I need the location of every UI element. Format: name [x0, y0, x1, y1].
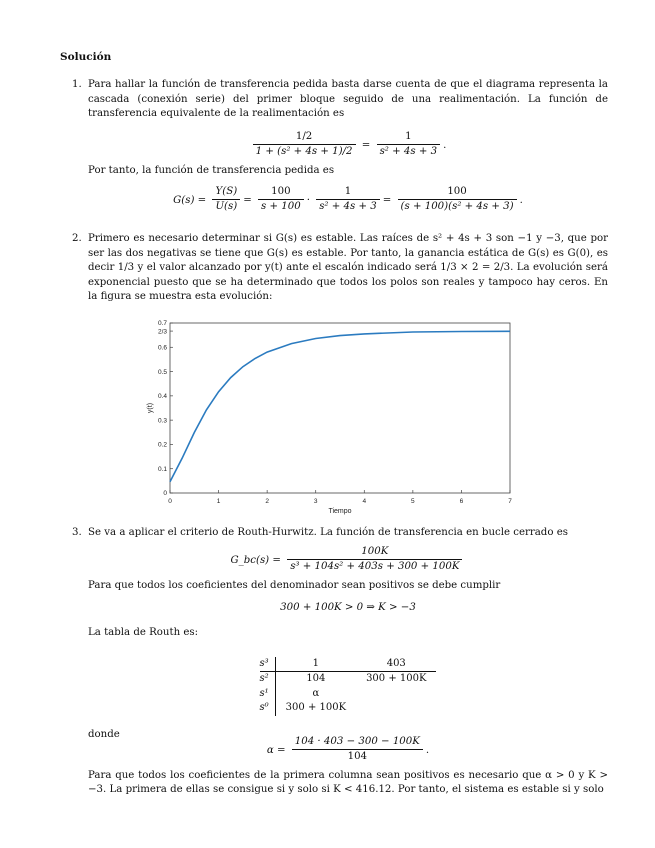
equation-lhs: α =	[266, 744, 286, 756]
routh-power: s¹	[260, 687, 276, 702]
section-heading: Solución	[60, 51, 112, 63]
numerator: Y(S)	[215, 185, 238, 197]
routh-table-wrap	[88, 657, 608, 716]
numerator: 100	[447, 185, 467, 197]
x-tick-label: 6	[459, 498, 464, 505]
y-tick-label: 2/3	[157, 328, 167, 336]
routh-cell: 300 + 100K	[285, 702, 347, 714]
fraction	[253, 130, 356, 160]
fraction	[377, 130, 441, 160]
item-number: 1.	[72, 79, 82, 90]
y-tick-label: 0.7	[157, 320, 167, 328]
paragraph: Por tanto, la función de transferencia pedida es	[88, 164, 335, 176]
y-tick-label: 0.4	[157, 393, 167, 401]
denominator: s² + 4s + 3	[316, 199, 380, 215]
fraction	[258, 185, 304, 215]
y-tick-label: 0.6	[157, 344, 167, 352]
routh-cell	[356, 687, 436, 702]
routh-row	[260, 672, 437, 687]
paragraph: Primero es necesario determinar si G(s) es estable. Las raíces de s² + 4s + 3 son −1 y −3, que por ser las dos negativas se tiene que G(s) es estable. Por tanto, la ganancia estática de G(s) es G(0), es decir 1/3 y el valor alcanzado por y(t) ante el escalón indicado será 1/3 × 2 = 2/3. La evolución será exponencial puesto que se ha determinado que todos los polos son reales y tampoco hay ceros. En la figura se muestra esta evolución:	[88, 233, 608, 303]
y-tick-label: 0	[163, 490, 167, 498]
alpha-equation: α = $\frac{104 \cdot 403 - 300 - 100K}{104}$ .	[88, 735, 608, 765]
numerator: 1	[344, 185, 352, 197]
routh-power: s²	[260, 672, 276, 687]
x-tick-label: 3	[313, 498, 318, 505]
denominator: 104	[292, 749, 423, 765]
x-tick-label: 7	[508, 498, 512, 505]
x-tick-label: 2	[265, 498, 269, 505]
denominator: U(s)	[212, 199, 240, 215]
numerator: 100K	[361, 545, 389, 557]
routh-cell: 1	[275, 657, 356, 672]
paragraph: Para que todos los coeficientes de la primera columna sean positivos es necesario que α > 0 y K > −3. La primera de ellas se consigue si y solo si K < 416.12. Por tanto, el sistema es estable si y solo	[88, 769, 608, 796]
fraction	[316, 185, 380, 215]
fraction	[287, 545, 462, 575]
y-axis-label: y(t)	[147, 402, 154, 414]
equation-lhs: G_bc(s) =	[230, 554, 281, 566]
denominator: s³ + 104s² + 403s + 300 + 100K	[287, 559, 462, 575]
routh-row	[260, 701, 437, 716]
list-item-1	[72, 78, 608, 219]
paragraph: La tabla de Routh es:	[88, 626, 199, 638]
numerator: 100	[271, 185, 291, 197]
paragraph: donde	[88, 728, 120, 740]
numerator: 1/2	[295, 130, 313, 142]
routh-cell: 104	[306, 673, 326, 685]
list-item-3	[72, 526, 608, 798]
fraction	[212, 185, 240, 215]
routh-row	[260, 687, 437, 702]
routh-cell	[356, 701, 436, 716]
denominator: s + 100	[258, 199, 304, 215]
x-tick-label: 0	[168, 498, 172, 505]
list-item-2	[72, 232, 608, 305]
numerator: 1	[405, 130, 412, 142]
denominator: (s + 100)(s² + 4s + 3)	[398, 199, 517, 215]
plot-frame	[170, 323, 510, 493]
denominator: 1 + (s² + 4s + 1)/2	[253, 144, 356, 160]
x-tick-label: 5	[411, 498, 415, 505]
x-axis-label: Tiempo	[328, 508, 352, 515]
item-number: 3.	[72, 527, 82, 538]
routh-power: s⁰	[260, 701, 276, 716]
condition-equation: 300 + 100K > 0 ⇒ K > −3	[280, 602, 416, 614]
y-tick-label: 0.2	[157, 441, 167, 449]
equation-closed-loop	[88, 545, 608, 575]
denominator: s² + 4s + 3	[377, 144, 441, 160]
equals-sign: =	[361, 139, 371, 151]
paragraph: Para hallar la función de transferencia pedida basta darse cuenta de que el diagrama representa la cascada (conexión serie) del primer bloque seguido de una realimentación. La función de transferencia equivalente de la realimentación es	[88, 79, 608, 120]
routh-cell: α	[312, 687, 320, 699]
equation-feedback: $\frac{1/2}{\text{1 + (s² + 4s + 1)/2}}$ = $\frac{1}{\text{s² + 4s + 3}}$ .	[88, 130, 608, 160]
y-tick-label: 0.5	[157, 368, 167, 376]
numerator: 104 · 403 − 300 − 100K	[294, 735, 420, 747]
routh-cell: 403	[356, 657, 436, 672]
equation-lhs: G(s) =	[173, 194, 207, 206]
paragraph: Para que todos los coeficientes del denominador sean positivos se debe cumplir	[88, 579, 501, 591]
routh-power: s³	[260, 657, 276, 672]
routh-cell: 300 + 100K	[366, 673, 427, 685]
y-tick-label: 0.1	[157, 465, 167, 473]
paragraph: Se va a aplicar el criterio de Routh-Hurwitz. La función de transferencia en bucle cerrado es	[88, 527, 568, 538]
x-tick-label: 1	[216, 498, 221, 505]
routh-table	[260, 657, 437, 716]
equation-transfer: G(s) = $\frac{Y(S)}{U(s)}$ = $\frac{100}{s + 100}$ · $\frac{1}{\text{s² + 4s + 3}}$ = $\frac{100}{\text{(s + 100)(s² + 4s + 3)}}$ .	[88, 185, 608, 215]
item-number: 2.	[72, 233, 82, 244]
routh-row	[260, 657, 437, 672]
fraction	[398, 185, 517, 215]
y-tick-label: 0.3	[157, 417, 167, 425]
response-chart	[140, 315, 520, 515]
x-tick-label: 4	[362, 498, 367, 505]
fraction	[292, 735, 423, 765]
